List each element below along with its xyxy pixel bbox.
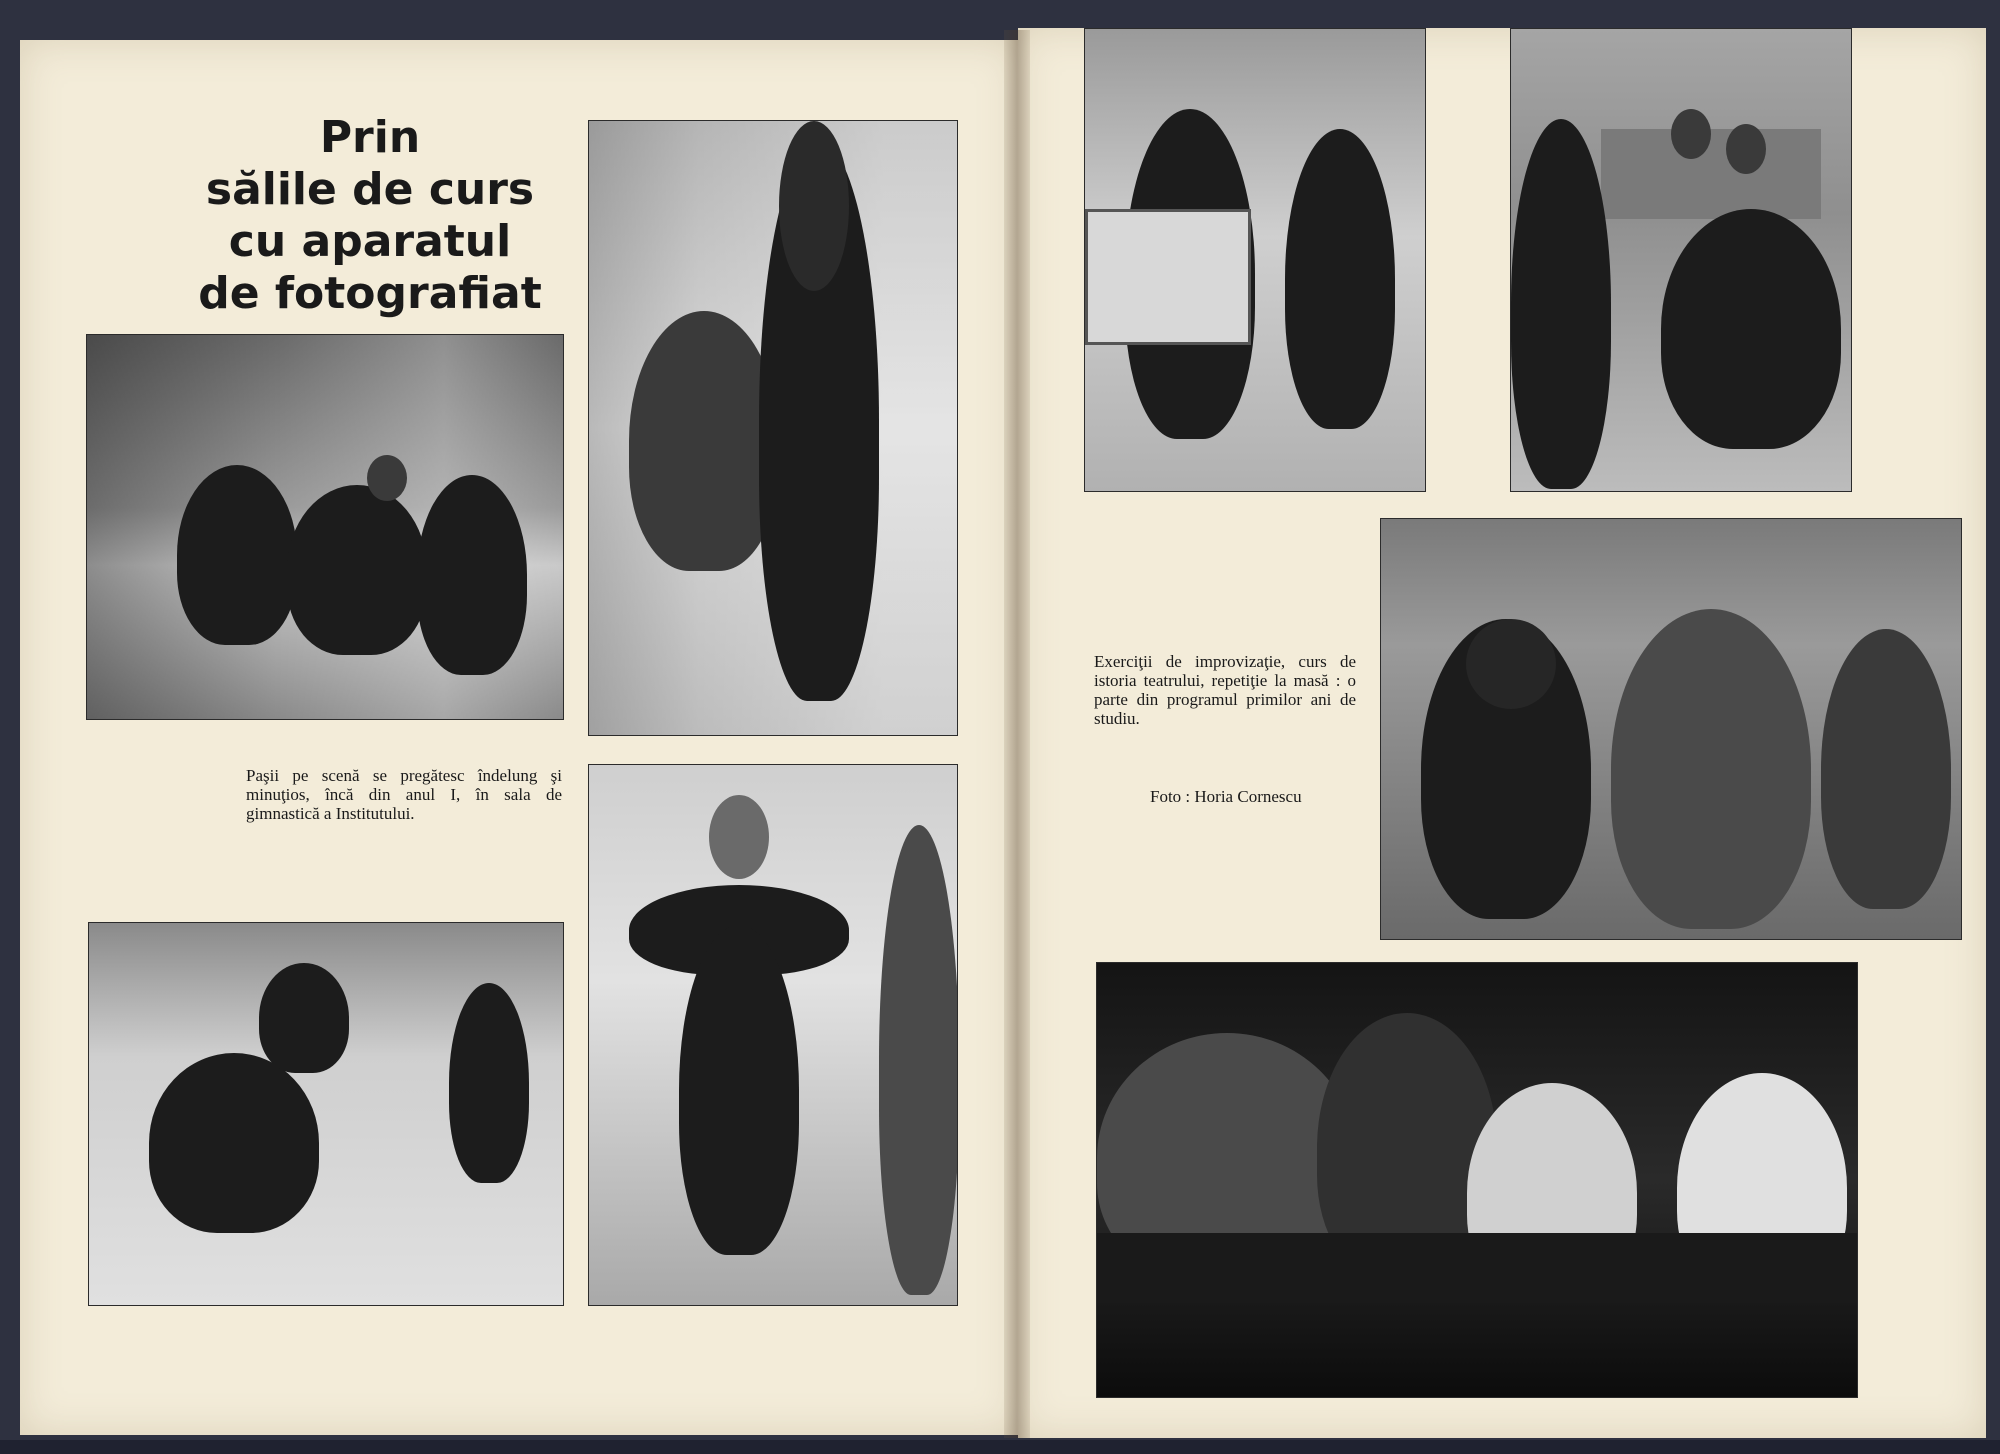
article-title xyxy=(190,112,550,320)
book-gutter xyxy=(1004,30,1030,1438)
left-caption: Paşii pe scenă se pregătesc îndelung şi minuţios, încă din anul I, în sala de gimnastică a Institutului. xyxy=(246,766,562,823)
right-caption: Exerciţii de improvizaţie, curs de istoria teatrului, repetiţie la masă : o parte din programul primilor ani de studiu. xyxy=(1094,652,1356,728)
photo-classroom-sitting-floor xyxy=(1510,28,1852,492)
photo-woman-and-jumper xyxy=(588,120,958,736)
book-cover-edge xyxy=(0,1440,2000,1454)
title-line: Prin xyxy=(319,112,421,163)
photo-lecture-students xyxy=(1380,518,1962,940)
photo-credit: Foto : Horia Cornescu xyxy=(1150,787,1302,806)
photo-table-rehearsal xyxy=(1096,962,1858,1398)
title-line: sălile de curs xyxy=(205,164,535,215)
photo-man-crouching xyxy=(588,764,958,1306)
title-line: cu aparatul xyxy=(228,216,512,267)
photo-floor-exercise-group xyxy=(86,334,564,720)
title-line: de fotografiat xyxy=(198,268,542,319)
photo-floor-stretching xyxy=(88,922,564,1306)
photo-carrying-desk xyxy=(1084,28,1426,492)
